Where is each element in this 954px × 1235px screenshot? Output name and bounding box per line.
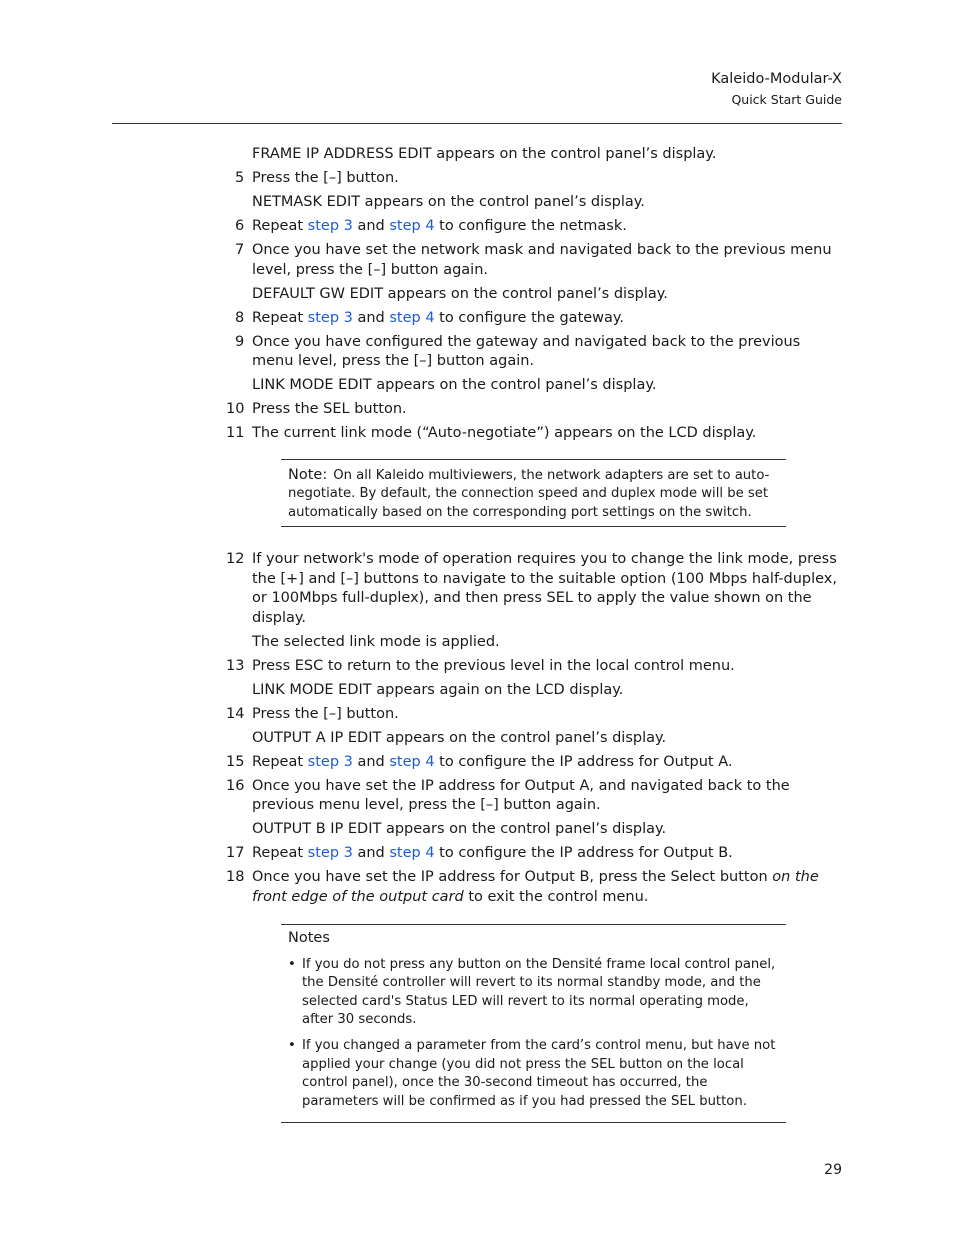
step-4-link[interactable]: step 4: [389, 309, 435, 326]
step-number: 9: [235, 333, 245, 350]
note-box: [281, 459, 786, 528]
step-text: Once you have configured the gateway and navigated back to the previous menu level, press the [–] button again.: [252, 333, 801, 369]
step-text: Press the [–] button.: [252, 705, 399, 722]
notes-list: [288, 956, 786, 1112]
step-18: [226, 868, 842, 907]
step-text: The current link mode (“Auto-negotiate”) appears on the LCD display.: [252, 425, 757, 441]
step-number: 5: [235, 170, 245, 186]
step-7: [226, 241, 842, 280]
step-8: [226, 309, 842, 329]
step-number: 8: [235, 309, 245, 326]
header-rule: [112, 123, 842, 124]
step-number: 10: [226, 401, 245, 417]
main-content: [226, 145, 842, 1123]
notes-box: [281, 924, 786, 1123]
italic-text: on the front edge of the output card: [252, 869, 819, 905]
step-number: 7: [235, 242, 245, 258]
bullet-icon: •: [288, 956, 296, 972]
step-text: Repeat step 3 and step 4 to configure the IP address for Output A.: [252, 753, 733, 770]
step-text: Once you have set the network mask and navigated back to the previous menu level, press the [–] button again.: [252, 242, 832, 278]
step-4-link[interactable]: step 4: [389, 218, 435, 234]
step-16: [226, 777, 842, 816]
step-11: [226, 424, 842, 444]
step-text: Press the SEL button.: [252, 401, 407, 417]
result-paragraph: DEFAULT GW EDIT appears on the control panel’s display.: [252, 285, 668, 302]
note-item-text: If you do not press any button on the Densité frame local control panel, the Densité controller will revert to its normal standby mode, and the selected card's Status LED will revert to its normal operating mode, after 30 seconds.: [302, 956, 776, 1028]
note-label: Note:: [288, 466, 328, 483]
step-text: Once you have set the IP address for Output A, and navigated back to the previous menu level, press the [–] button again.: [252, 777, 790, 813]
note-item-text: If you changed a parameter from the card’s control menu, but have not applied your change (you did not press the SEL button on the local control panel), once the 30-second timeout has occurred, the parameters will be confirmed as if you had pressed the SEL button.: [302, 1037, 776, 1109]
step-4-link[interactable]: step 4: [389, 753, 435, 770]
step-number: 15: [226, 753, 245, 770]
result-paragraph: The selected link mode is applied.: [252, 633, 500, 650]
step-15: [226, 753, 842, 773]
step-5: [226, 169, 842, 189]
step-number: 17: [226, 845, 245, 861]
step-14: [226, 705, 842, 725]
step-3-link[interactable]: step 3: [307, 845, 353, 861]
step-6: [226, 217, 842, 237]
step-text: Repeat step 3 and step 4 to configure the IP address for Output B.: [252, 845, 733, 861]
step-number: 6: [235, 218, 245, 234]
notes-title: Notes: [288, 930, 330, 946]
result-paragraph: OUTPUT A IP EDIT appears on the control panel’s display.: [252, 729, 667, 746]
page-number: 29: [824, 1162, 842, 1178]
step-number: 12: [226, 551, 245, 567]
step-text: Repeat step 3 and step 4 to configure the netmask.: [252, 218, 627, 234]
step-number: 11: [226, 425, 245, 441]
step-text: Once you have set the IP address for Output B, press the Select button on the front edge of the output card to exit the control menu.: [252, 869, 819, 905]
result-paragraph: LINK MODE EDIT appears on the control panel’s display.: [252, 377, 657, 393]
result-paragraph: NETMASK EDIT appears on the control panel’s display.: [252, 194, 645, 210]
step-number: 14: [226, 705, 245, 722]
step-text: Press ESC to return to the previous level in the local control menu.: [252, 657, 735, 674]
step-4-link[interactable]: step 4: [389, 845, 435, 861]
bullet-icon: •: [288, 1037, 296, 1053]
step-text: Repeat step 3 and step 4 to configure the gateway.: [252, 309, 625, 326]
step-3-link[interactable]: step 3: [307, 753, 353, 770]
note-text: On all Kaleido multiviewers, the network adapters are set to auto-negotiate. By default, the connection speed and duplex mode will be set automatically based on the corresponding port settings on the switch.: [288, 467, 770, 520]
step-12: [226, 550, 842, 628]
step-text: Press the [–] button.: [252, 170, 399, 186]
list-item: [288, 956, 786, 1030]
step-17: [226, 844, 842, 864]
header-subtitle: Quick Start Guide: [731, 92, 842, 107]
step-3-link[interactable]: step 3: [307, 218, 353, 234]
intro-paragraph: FRAME IP ADDRESS EDIT appears on the control panel’s display.: [252, 146, 717, 162]
result-paragraph: LINK MODE EDIT appears again on the LCD display.: [252, 681, 624, 698]
header-title: Kaleido-Modular-X: [711, 71, 842, 87]
result-paragraph: OUTPUT B IP EDIT appears on the control panel’s display.: [252, 821, 667, 837]
step-9: [226, 333, 842, 372]
list-item: [288, 1037, 786, 1111]
step-number: 13: [226, 657, 245, 674]
step-text: If your network's mode of operation requires you to change the link mode, press the [+] and [–] buttons to navigate to the suitable option (100 Mbps half-duplex, or 100Mbps full-duplex), and then press SEL to apply the value shown on the display.: [252, 551, 837, 626]
step-13: [226, 657, 842, 677]
step-number: 18: [226, 869, 245, 885]
step-3-link[interactable]: step 3: [307, 309, 353, 326]
step-number: 16: [226, 777, 245, 794]
step-10: [226, 400, 842, 420]
